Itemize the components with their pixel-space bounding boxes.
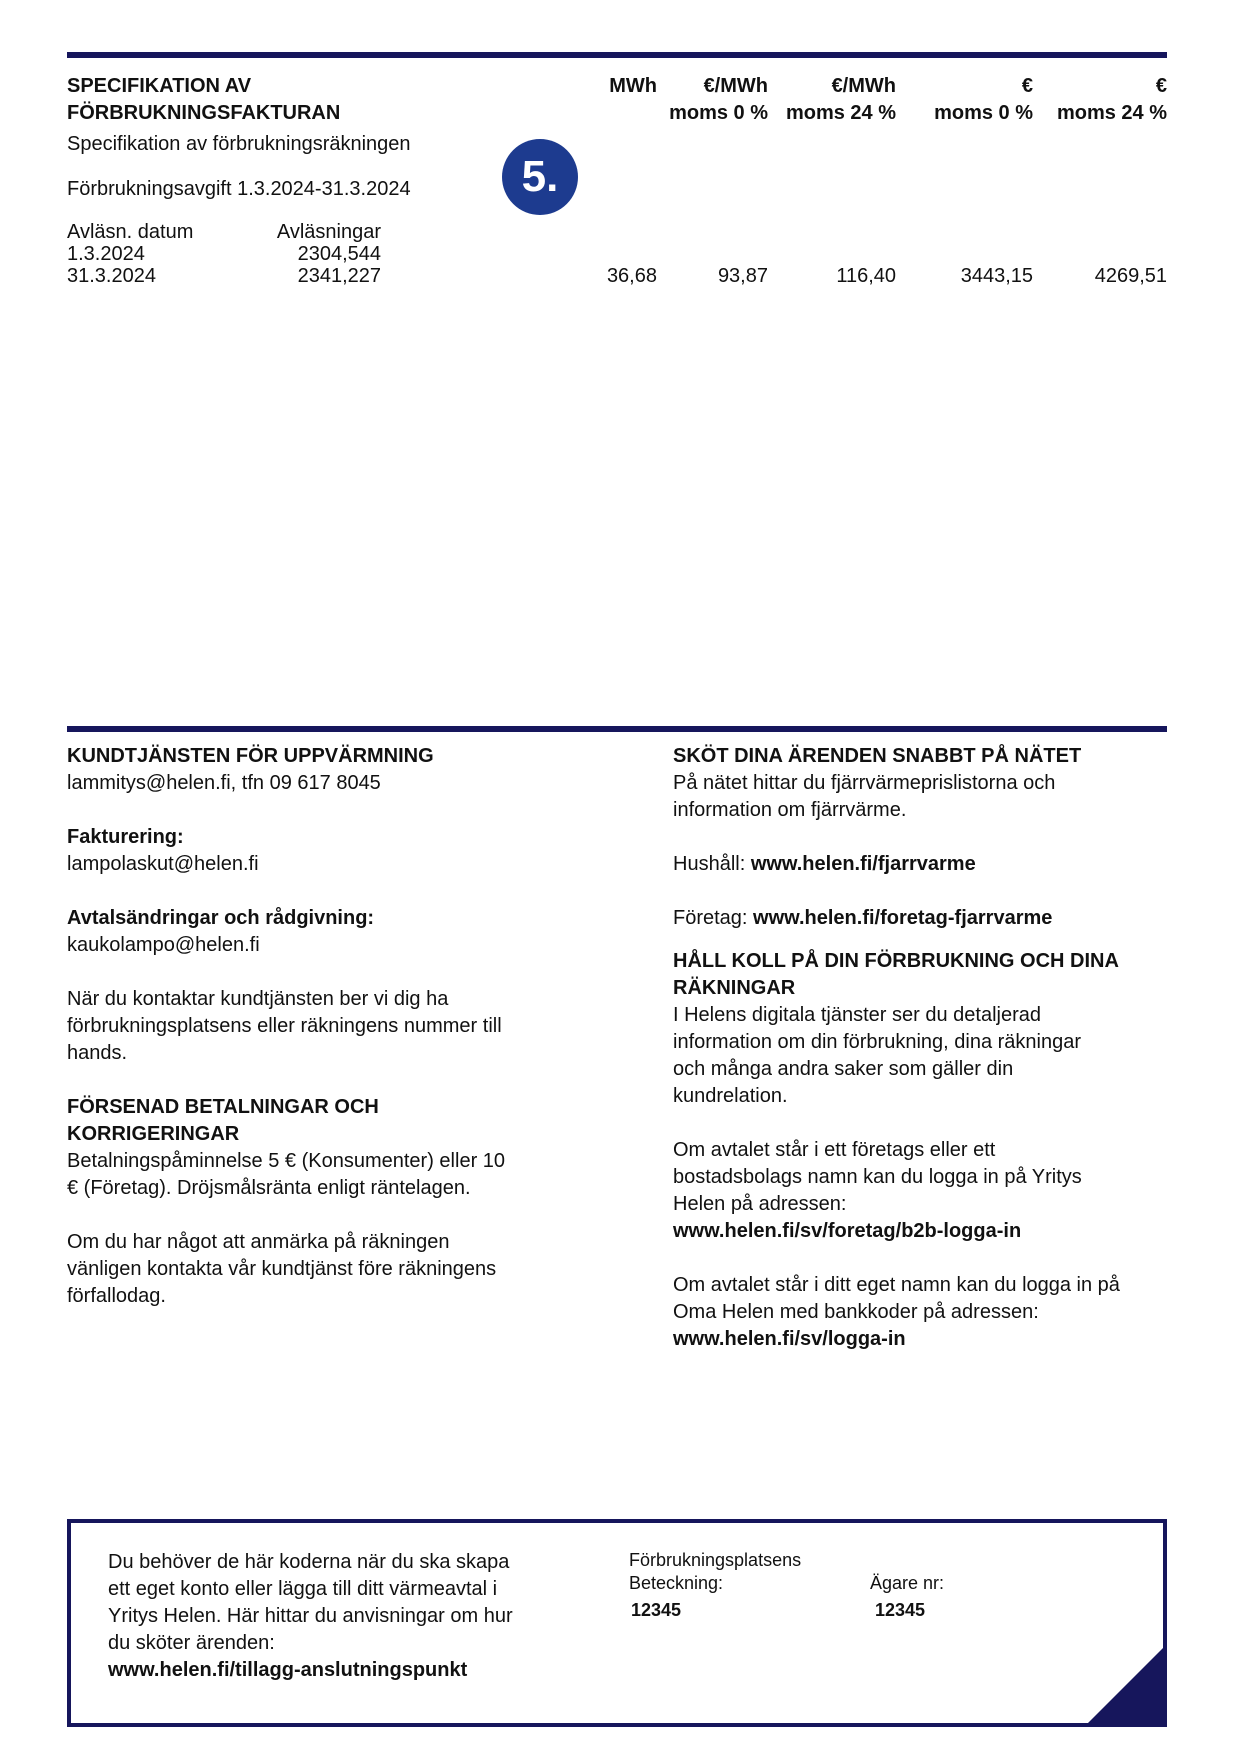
reading-row-date: 1.3.2024 — [67, 243, 145, 265]
contact-note: hands. — [67, 1042, 128, 1064]
codes-box — [67, 1519, 1167, 1727]
billing-email: lampolaskut@helen.fi — [67, 853, 259, 875]
late-payment-heading: KORRIGERINGAR — [67, 1123, 240, 1145]
codes-instructions — [108, 1549, 568, 1684]
cs-heading: KUNDTJÄNSTEN FÖR UPPVÄRMNING — [67, 745, 434, 767]
reading-row-date: 31.3.2024 — [67, 265, 156, 287]
online-text: På nätet hittar du fjärrvärmeprislistorna och — [673, 772, 1056, 794]
total-eur0: 3443,15 — [960, 265, 1033, 287]
col-header-eur0: € — [1021, 75, 1033, 97]
col-header-eur-mwh24: €/MWh — [831, 75, 896, 97]
readings-label: Avläsningar — [276, 221, 381, 243]
late-payment-text: Betalningspåminnelse 5 € (Konsumenter) eller 10 — [67, 1150, 506, 1172]
b2b-text: bostadsbolags namn kan du logga in på Yritys — [673, 1166, 1082, 1188]
spec-heading-line1: SPECIFIKATION AV — [67, 75, 252, 97]
middle-divider — [67, 726, 1167, 732]
company-link[interactable]: www.helen.fi/foretag-fjarrvarme — [753, 907, 1053, 929]
corner-accent — [1088, 1648, 1163, 1723]
track-text: och många andra saker som gäller din — [673, 1058, 1014, 1080]
company-label: Företag: — [673, 907, 754, 929]
site-id-value: 12345 — [631, 1600, 682, 1620]
spec-subtitle: Specifikation av förbrukningsräkningen — [67, 133, 411, 155]
site-label: Förbrukningsplatsens — [629, 1550, 802, 1570]
codes-text: Du behöver de här koderna när du ska skapa — [108, 1551, 510, 1573]
own-login-link[interactable]: www.helen.fi/sv/logga-in — [673, 1328, 906, 1350]
spec-heading-line2: FÖRBRUKNINGSFAKTURAN — [67, 102, 341, 124]
top-divider — [67, 52, 1167, 58]
remark-text: Om du har något att anmärka på räkningen — [67, 1231, 450, 1253]
b2b-text: Helen på adressen: — [673, 1193, 847, 1215]
codes-link[interactable]: www.helen.fi/tillagg-anslutningspunkt — [108, 1659, 468, 1681]
track-text: information om din förbrukning, dina räkningar — [673, 1031, 1081, 1053]
codes-text: du sköter ärenden: — [108, 1632, 275, 1654]
online-text: information om fjärrvärme. — [673, 799, 907, 821]
late-payment-heading: FÖRSENAD BETALNINGAR OCH — [67, 1096, 379, 1118]
own-text: Oma Helen med bankkoder på adressen: — [673, 1301, 1039, 1323]
total-eur-mwh24: 116,40 — [836, 265, 896, 287]
col-header-mwh: MWh — [609, 75, 657, 97]
own-text: Om avtalet står i ditt eget namn kan du logga in på — [673, 1274, 1120, 1296]
online-services-column — [673, 743, 1173, 1380]
contact-note: När du kontaktar kundtjänsten ber vi dig ha — [67, 988, 449, 1010]
col-header-eur0-sub: moms 0 % — [934, 102, 1033, 124]
track-text: I Helens digitala tjänster ser du detaljerad — [673, 1004, 1041, 1026]
contract-email: kaukolampo@helen.fi — [67, 934, 260, 956]
col-header-eur-mwh: €/MWh — [703, 75, 768, 97]
track-text: kundrelation. — [673, 1085, 788, 1107]
track-heading: RÄKNINGAR — [673, 977, 796, 999]
col-header-eur-mwh-sub: moms 0 % — [669, 102, 768, 124]
col-header-eur24-sub: moms 24 % — [1056, 102, 1167, 124]
owner-id-value: 12345 — [875, 1600, 926, 1620]
site-label: Beteckning: — [629, 1573, 724, 1593]
household-label: Hushåll: — [673, 853, 751, 875]
col-header-eur24: € — [1155, 75, 1167, 97]
fee-period: Förbrukningsavgift 1.3.2024-31.3.2024 — [67, 178, 411, 200]
section-number-badge: 5. — [502, 139, 578, 215]
b2b-text: Om avtalet står i ett företags eller ett — [673, 1139, 996, 1161]
total-eur24: 4269,51 — [1094, 265, 1167, 287]
col-header-eur-mwh24-sub: moms 24 % — [785, 102, 896, 124]
late-payment-text: € (Företag). Dröjsmålsränta enligt räntelagen. — [67, 1177, 471, 1199]
total-eur-mwh0: 93,87 — [717, 265, 768, 287]
b2b-login-link[interactable]: www.helen.fi/sv/foretag/b2b-logga-in — [673, 1220, 1022, 1242]
remark-text: förfallodag. — [67, 1285, 166, 1307]
contact-note: förbrukningsplatsens eller räkningens nummer till — [67, 1015, 502, 1037]
remark-text: vänligen kontakta vår kundtjänst före räkningens — [67, 1258, 497, 1280]
customer-service-column — [67, 743, 587, 1337]
codes-text: Yritys Helen. Här hittar du anvisningar om hur — [108, 1605, 513, 1627]
total-mwh: 36,68 — [606, 265, 657, 287]
online-heading: SKÖT DINA ÄRENDEN SNABBT PÅ NÄTET — [673, 745, 1082, 767]
reading-date-label: Avläsn. datum — [67, 221, 194, 243]
household-link[interactable]: www.helen.fi/fjarrvarme — [750, 853, 976, 875]
reading-row-value: 2341,227 — [297, 265, 381, 287]
billing-heading: Fakturering: — [67, 826, 184, 848]
reading-row-value: 2304,544 — [297, 243, 381, 265]
owner-label: Ägare nr: — [870, 1573, 945, 1593]
cs-contact: lammitys@helen.fi, tfn 09 617 8045 — [67, 772, 381, 794]
track-heading: HÅLL KOLL PÅ DIN FÖRBRUKNING OCH DINA — [673, 950, 1119, 972]
contract-heading: Avtalsändringar och rådgivning: — [67, 907, 375, 929]
codes-text: ett eget konto eller lägga till ditt värmeavtal i — [108, 1578, 498, 1600]
